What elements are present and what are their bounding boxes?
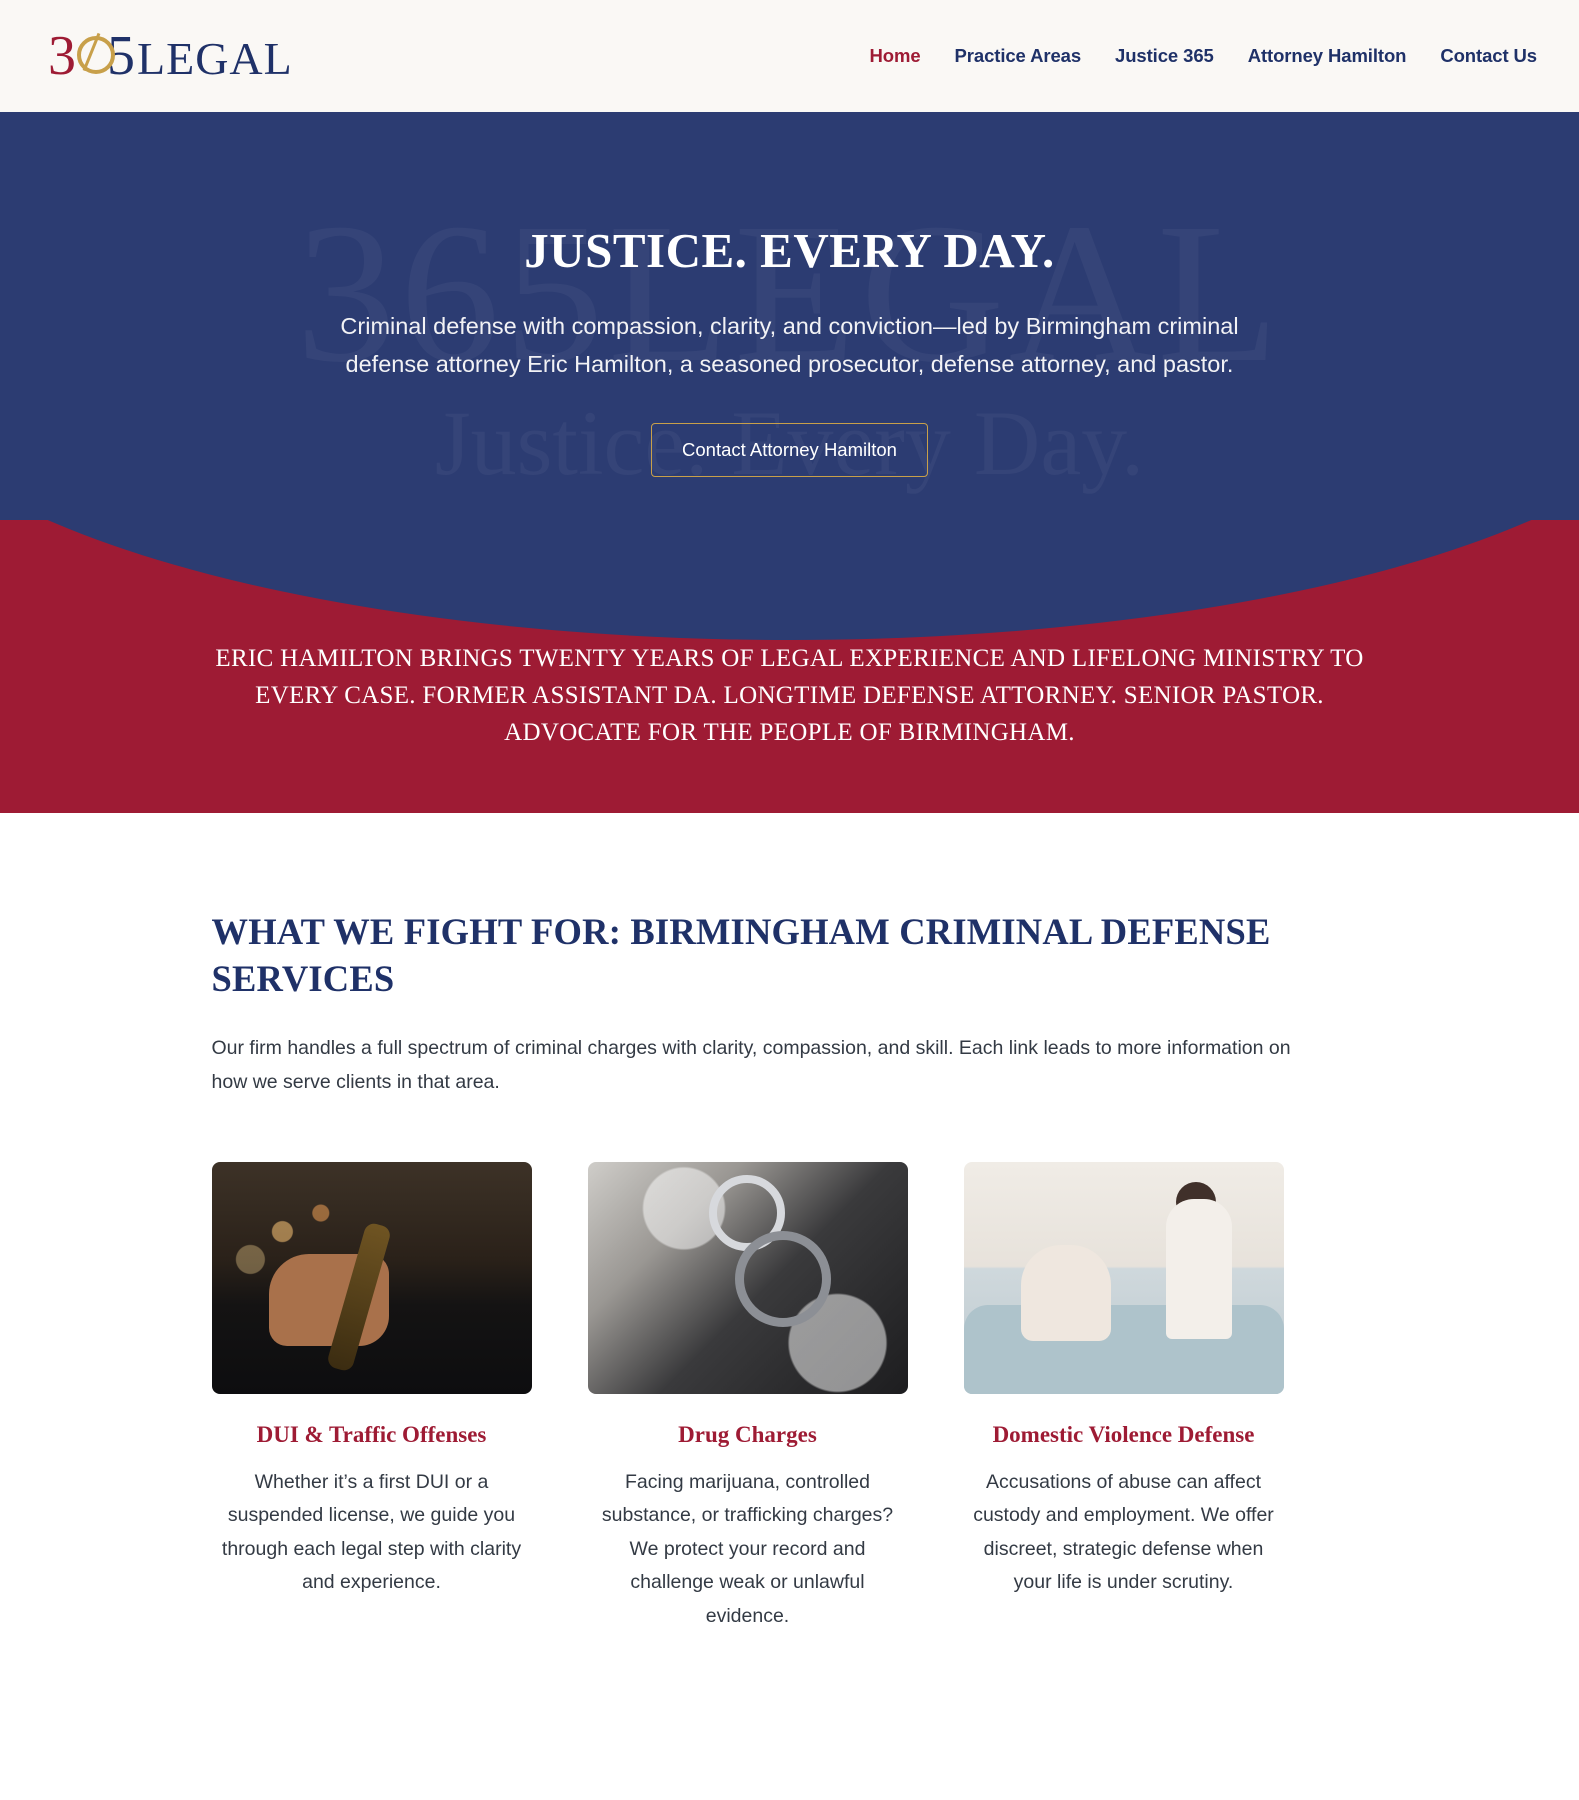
nav-item-contact-us[interactable]: Contact Us	[1440, 45, 1537, 66]
banner-text: ERIC HAMILTON BRINGS TWENTY YEARS OF LEGAL EXPERIENCE AND LIFELONG MINISTRY TO EVERY CASE. FORMER ASSISTANT DA. LONGTIME DEFENSE ATTORNEY. SENIOR PASTOR. ADVOCATE FOR THE PEOPLE OF BIRMINGHAM.	[215, 645, 1364, 746]
site-header	[0, 0, 1579, 112]
service-card-dui[interactable]	[212, 1162, 532, 1634]
driver-holding-bottle-photo	[212, 1162, 532, 1394]
handcuffs-and-evidence-bags-photo	[588, 1162, 908, 1394]
service-card-text: Facing marijuana, controlled substance, or trafficking charges? We protect your record and challenge weak or unlawful evidence.	[601, 1470, 894, 1627]
logo-text-legal: LEGAL	[137, 33, 293, 84]
section-title: WHAT WE FIGHT FOR: BIRMINGHAM CRIMINAL DEFENSE SERVICES	[211, 911, 1271, 999]
section-description: Our firm handles a full spectrum of criminal charges with clarity, compassion, and skill. Each link leads to more information on how we serve clients in that area.	[211, 1037, 1291, 1093]
logo-text-5: 5	[107, 25, 135, 87]
service-card-title[interactable]: Drug Charges	[678, 1421, 817, 1447]
hero-content	[0, 112, 1579, 477]
couple-arguing-in-living-room-photo	[964, 1162, 1284, 1394]
circle-slash-icon	[75, 34, 109, 74]
nav-item-practice-areas[interactable]: Practice Areas	[954, 45, 1082, 66]
service-card-title[interactable]: Domestic Violence Defense	[992, 1421, 1255, 1447]
contact-attorney-button[interactable]: Contact Attorney Hamilton	[651, 423, 928, 477]
site-logo[interactable]	[44, 25, 293, 87]
service-cards	[212, 1162, 1368, 1634]
hero-section	[0, 112, 1579, 582]
credentials-banner	[0, 520, 1579, 813]
nav-item-attorney-hamilton[interactable]: Attorney Hamilton	[1247, 45, 1407, 66]
service-card-text: Whether it’s a first DUI or a suspended license, we guide you through each legal step with clarity and experience.	[221, 1470, 522, 1594]
hero-title: JUSTICE. EVERY DAY.	[524, 223, 1055, 278]
service-card-text: Accusations of abuse can affect custody and employment. We offer discreet, strategic defense when your life is under scrutiny.	[973, 1470, 1274, 1594]
service-card-drug[interactable]	[588, 1162, 908, 1634]
nav-item-home[interactable]: Home	[869, 45, 921, 66]
service-card-title[interactable]: DUI & Traffic Offenses	[256, 1421, 487, 1447]
main-navigation	[870, 45, 1537, 67]
banner-curve-decoration	[0, 520, 1579, 640]
hero-subtitle: Criminal defense with compassion, clarity, and conviction—led by Birmingham criminal defense attorney Eric Hamilton, a seasoned prosecutor, defense attorney, and pastor.	[340, 313, 1239, 378]
service-card-domestic-violence[interactable]	[964, 1162, 1284, 1634]
person-body-shape	[1166, 1199, 1232, 1339]
nav-item-justice-365[interactable]: Justice 365	[1115, 45, 1214, 66]
services-section	[0, 813, 1579, 1673]
logo-text-3: 3	[48, 25, 75, 87]
